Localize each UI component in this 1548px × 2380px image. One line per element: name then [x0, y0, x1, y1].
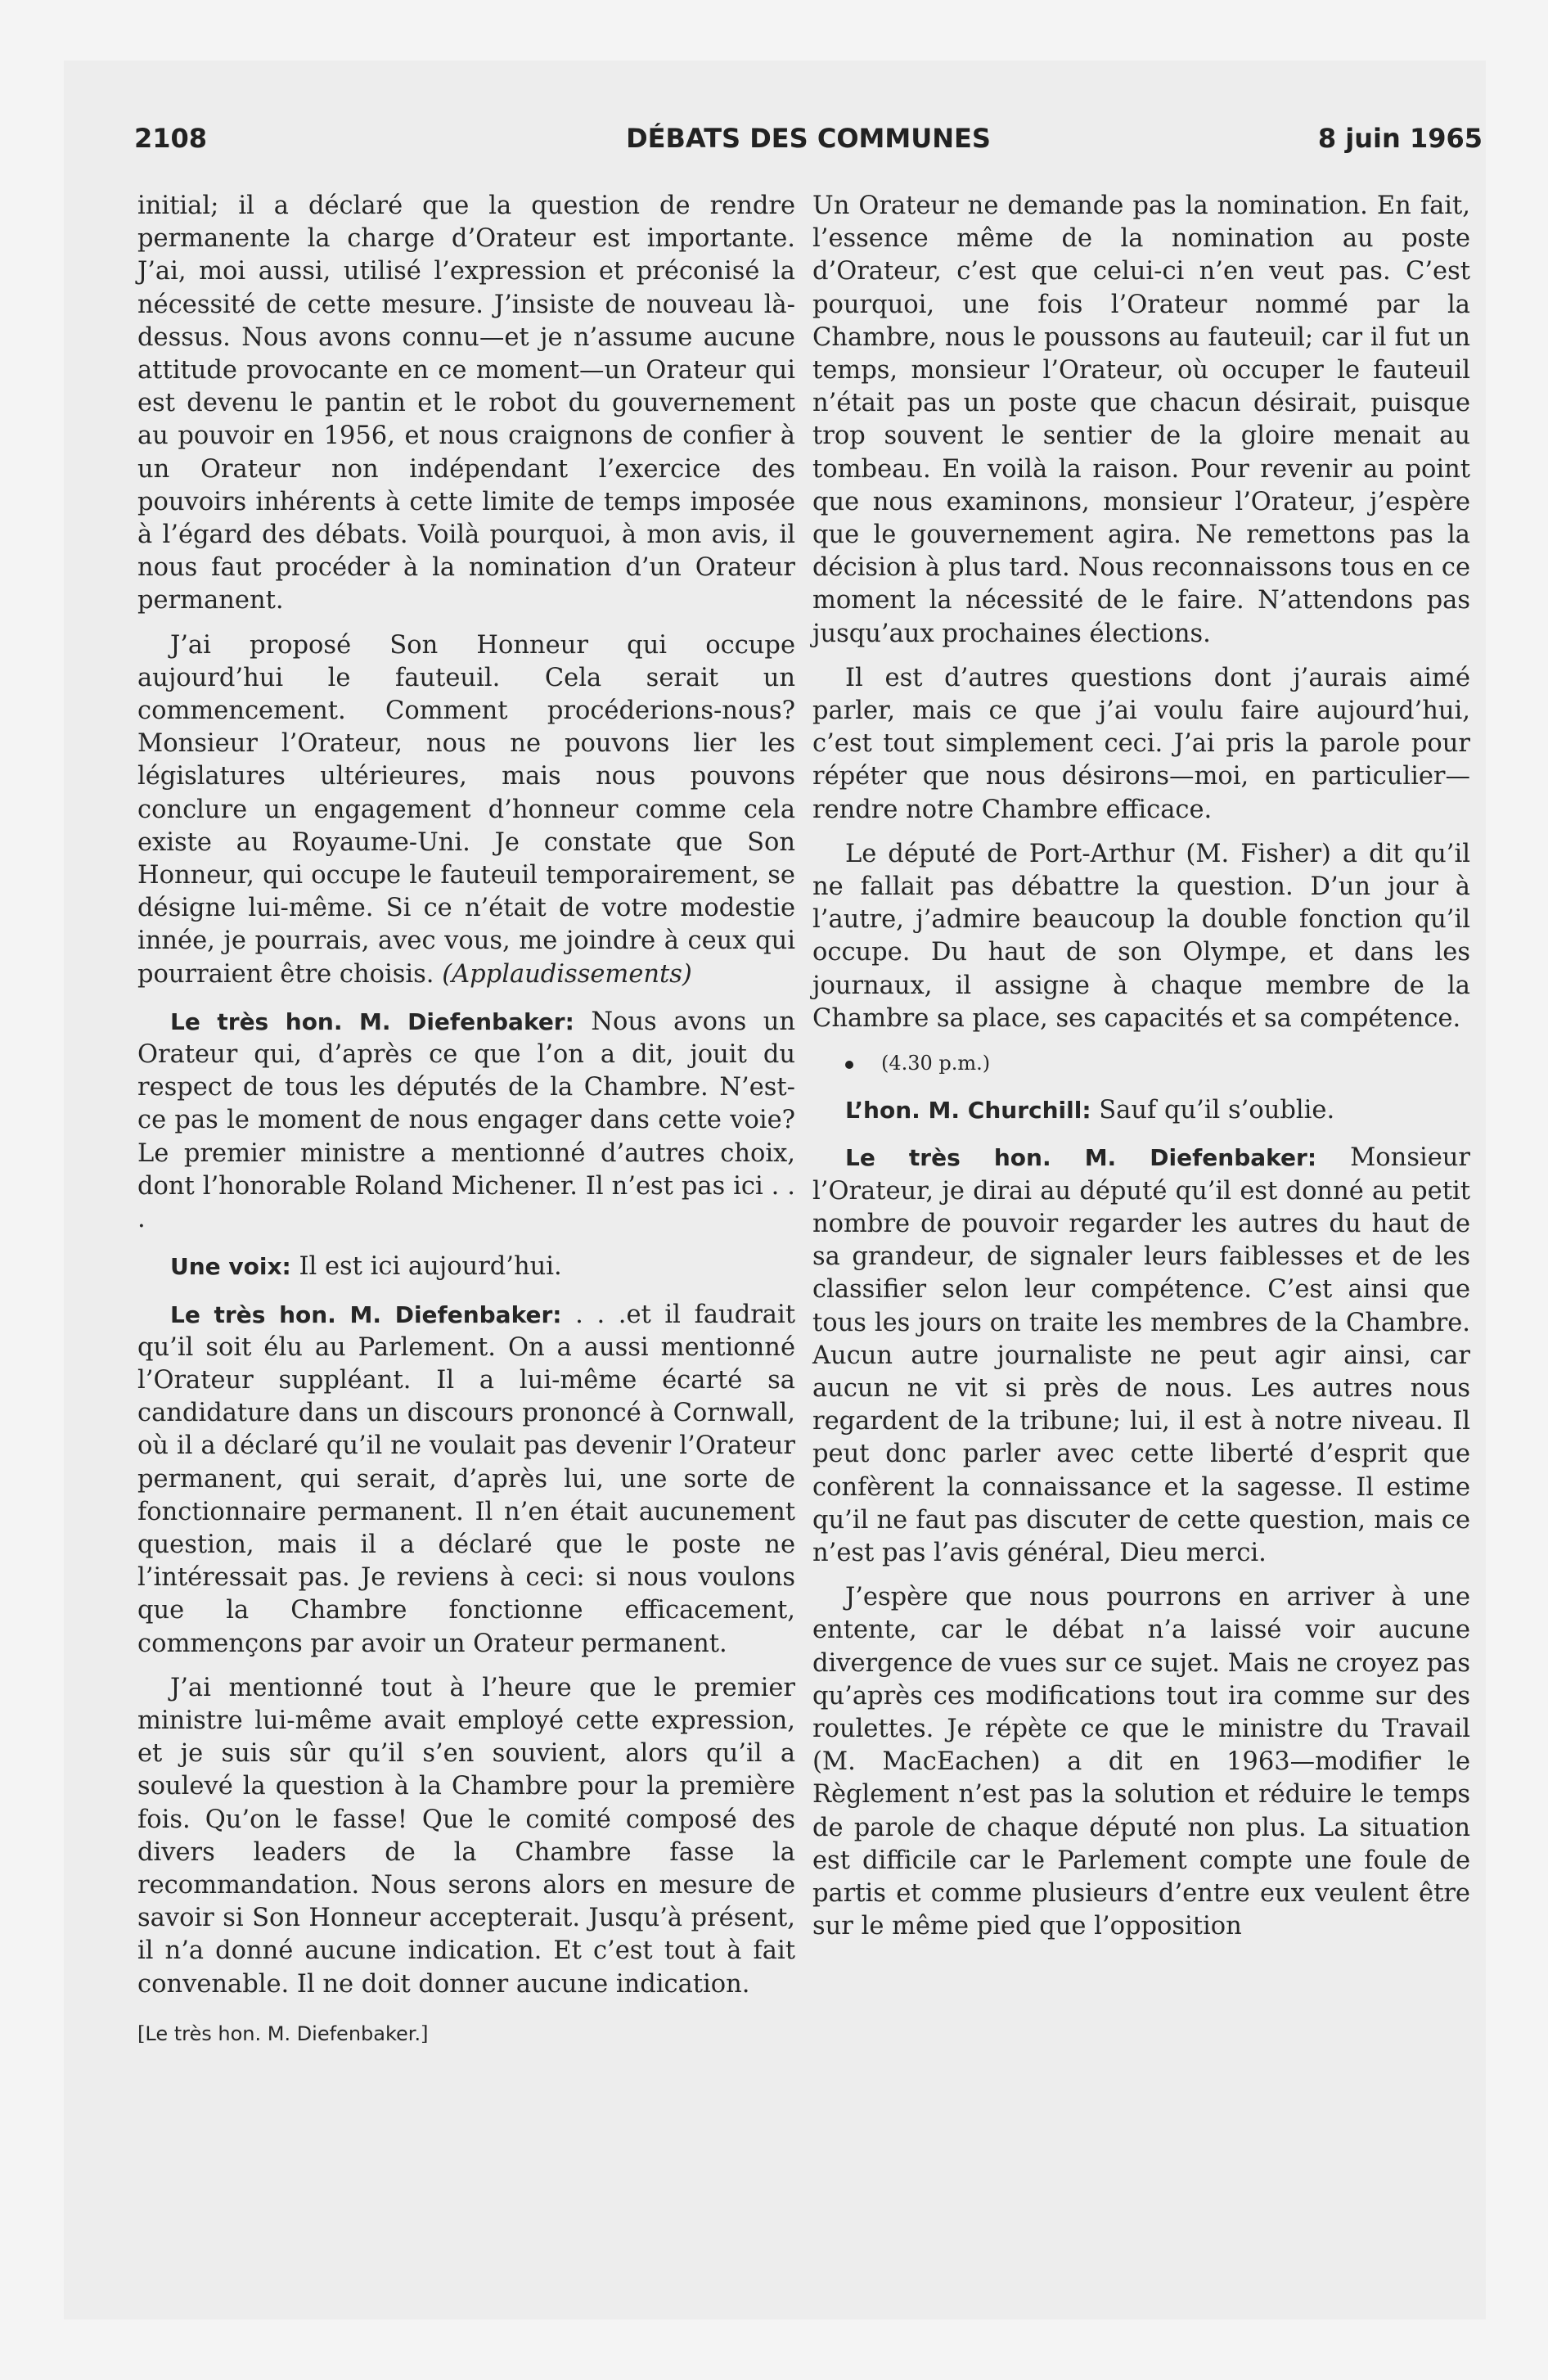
paragraph: [137, 629, 795, 991]
right-column: [812, 190, 1470, 1954]
paragraph: J’ai mentionné tout à l’heure que le premier ministre lui-même avait employé cette expression, et je suis sûr qu’il s’en souvient, alors qu’il a soulevé la question à la Chambre pour la première fois. Qu’on le fasse! Que le comité composé des divers leaders de la Chambre fasse la recommandation. Nous serons alors en mesure de savoir si Son Honneur accepterait. Jusqu’à présent, il n’a donné aucune indication. Et c’est tout à fait convenable. Il ne doit donner aucune indication.: [137, 1673, 795, 1999]
page-number: 2108: [134, 123, 208, 154]
speech-une-voix: [137, 1251, 795, 1283]
publication-title: DÉBATS DES COMMUNES: [626, 123, 991, 154]
speaker-name: Le très hon. M. Diefenbaker:: [845, 1144, 1317, 1172]
continuation-speaker: Le très hon. M. Diefenbaker.: [145, 2022, 421, 2045]
publication-date: 8 juin 1965: [1317, 123, 1483, 154]
bracket-open: [: [137, 2022, 146, 2045]
speech-text: Nous avons un Orateur qui, d’après ce que l’on a dit, jouit du respect de tous les députés de la Chambre. N’est-ce pas le moment de nous engager dans cette voie? Le premier ministre a mentionné d’autres choix, dont l’honorable Roland Michener. Il n’est pas ici . . .: [137, 1007, 796, 1234]
timestamp: [812, 1047, 1470, 1080]
paragraph-text: J’ai proposé Son Honneur qui occupe aujourd’hui le fauteuil. Cela serait un commencement. Comment procéderions-nous? Monsieur l’Orateur, nous ne pouvons lier les législatures ultérieures, mais nous pouvons conclure un engagement d’honneur comme cela existe au Royaume-Uni. Je constate que Son Honneur, qui occupe le fauteuil temporairement, se désigne lui-même. Si ce n’était de votre modestie innée, je pourrais, avec vous, me joindre à ceux qui pourraient être choisis.: [137, 630, 795, 989]
speech-churchill: [812, 1094, 1470, 1127]
speech-text: Il est ici aujourd’hui.: [299, 1252, 562, 1282]
speech-diefenbaker: [137, 1006, 795, 1236]
speaker-continuation-note: [137, 2017, 795, 2050]
paragraph: Le député de Port-Arthur (M. Fisher) a dit qu’il ne fallait pas débattre la question. D’un jour à l’autre, j’admire beaucoup la double fonction qu’il occupe. Du haut de son Olympe, et dans les journaux, il assigne à chaque membre de la Chambre sa place, ses capacités et sa compétence.: [812, 839, 1470, 1033]
left-column: [137, 190, 795, 2062]
speaker-name: Une voix:: [170, 1253, 291, 1281]
paragraph: Il est d’autres questions dont j’aurais aimé parler, mais ce que j’ai voulu faire aujourd’hui, c’est tout simplement ceci. J’ai pris la parole pour répéter que nous désirons—moi, en particulier—rendre notre Chambre efficace.: [812, 663, 1470, 824]
paragraph: initial; il a déclaré que la question de rendre permanente la charge d’Orateur est importante. J’ai, moi aussi, utilisé l’expression et préconisé la nécessité de cette mesure. J’insiste de nouveau là-dessus. Nous avons connu—et je n’assume aucune attitude provocante en ce moment—un Orateur qui est devenu le pantin et le robot du gouvernement au pouvoir en 1956, et nous craignons de confier à un Orateur non indépendant l’exercice des pouvoirs inhérents à cette limite de temps imposée à l’égard des débats. Voilà pourquoi, à mon avis, il nous faut procéder à la nomination d’un Orateur permanent.: [137, 192, 795, 615]
bracket-close: ]: [421, 2022, 429, 2045]
paragraph: Un Orateur ne demande pas la nomination. En fait, l’essence même de la nomination au poste d’Orateur, c’est que celui-ci n’en veut pas. C’est pourquoi, une fois l’Orateur nommé par la Chambre, nous le poussons au fauteuil; car il fut un temps, monsieur l’Orateur, où occuper le fauteuil n’était pas un poste que chacun désirait, puisque trop souvent le sentier de la gloire menait au tombeau. En voilà la raison. Pour revenir au point que nous examinons, monsieur l’Orateur, j’espère que le gouvernement agira. Ne remettons pas la décision à plus tard. Nous reconnaissons tous en ce moment la nécessité de le faire. N’attendons pas jusqu’aux prochaines élections.: [812, 192, 1470, 648]
speech-text: . . .et il faudrait qu’il soit élu au Parlement. On a aussi mentionné l’Orateur suppléant. Il a lui-même écarté sa candidature dans un discours prononcé à Cornwall, où il a déclaré qu’il ne voulait pas devenir l’Orateur permanent, qui serait, d’après lui, une sorte de fonctionnaire permanent. Il n’en était aucunement question, mais il a déclaré que le poste ne l’intéressait pas. Je reviens à ceci: si nous voulons que la Chambre fonctionne efficacement, commençons par avoir un Orateur permanent.: [137, 1300, 795, 1658]
speech-diefenbaker: [812, 1142, 1470, 1570]
applause-note: (Applaudissements): [442, 959, 692, 989]
speech-text: Monsieur l’Orateur, je dirai au député qu’il est donné au petit nombre de pouvoir regarder les autres du haut de sa grandeur, de signaler leurs faiblesses et de les classifier selon leur compétence. C’est ainsi que tous les jours on traite les membres de la Chambre. Aucun autre journaliste ne peut agir ainsi, car aucun ne vit si près de nous. Les autres nous regardent de la tribune; lui, il est à notre niveau. Il peut donc parler avec cette liberté d’esprit que confèrent la connaissance et la sagesse. Il estime qu’il ne faut pas discuter de cette question, mais ce n’est pas l’avis général, Dieu merci.: [812, 1143, 1470, 1567]
speaker-name: L’hon. M. Churchill:: [845, 1097, 1091, 1125]
paragraph: J’espère que nous pourrons en arriver à une entente, car le débat n’a laissé voir aucune divergence de vues sur ce sujet. Mais ne croyez pas qu’après ces modifications tout ira comme sur des roulettes. Je répète ce que le ministre du Travail (M. MacEachen) a dit en 1963—modifier le Règlement n’est pas la solution et réduire le temps de parole de chaque député non plus. La situation est difficile car le Parlement compte une foule de partis et comme plusieurs d’entre eux veulent être sur le même pied que l’opposition: [812, 1583, 1470, 1941]
bullet-icon: [845, 1061, 853, 1069]
speech-diefenbaker: [137, 1299, 795, 1661]
page-header: [134, 123, 1483, 164]
speech-text: Sauf qu’il s’oublie.: [1099, 1096, 1335, 1125]
speaker-name: Le très hon. M. Diefenbaker:: [170, 1300, 562, 1328]
speaker-name: Le très hon. M. Diefenbaker:: [170, 1007, 574, 1035]
time-text: (4.30 p.m.): [881, 1052, 991, 1075]
